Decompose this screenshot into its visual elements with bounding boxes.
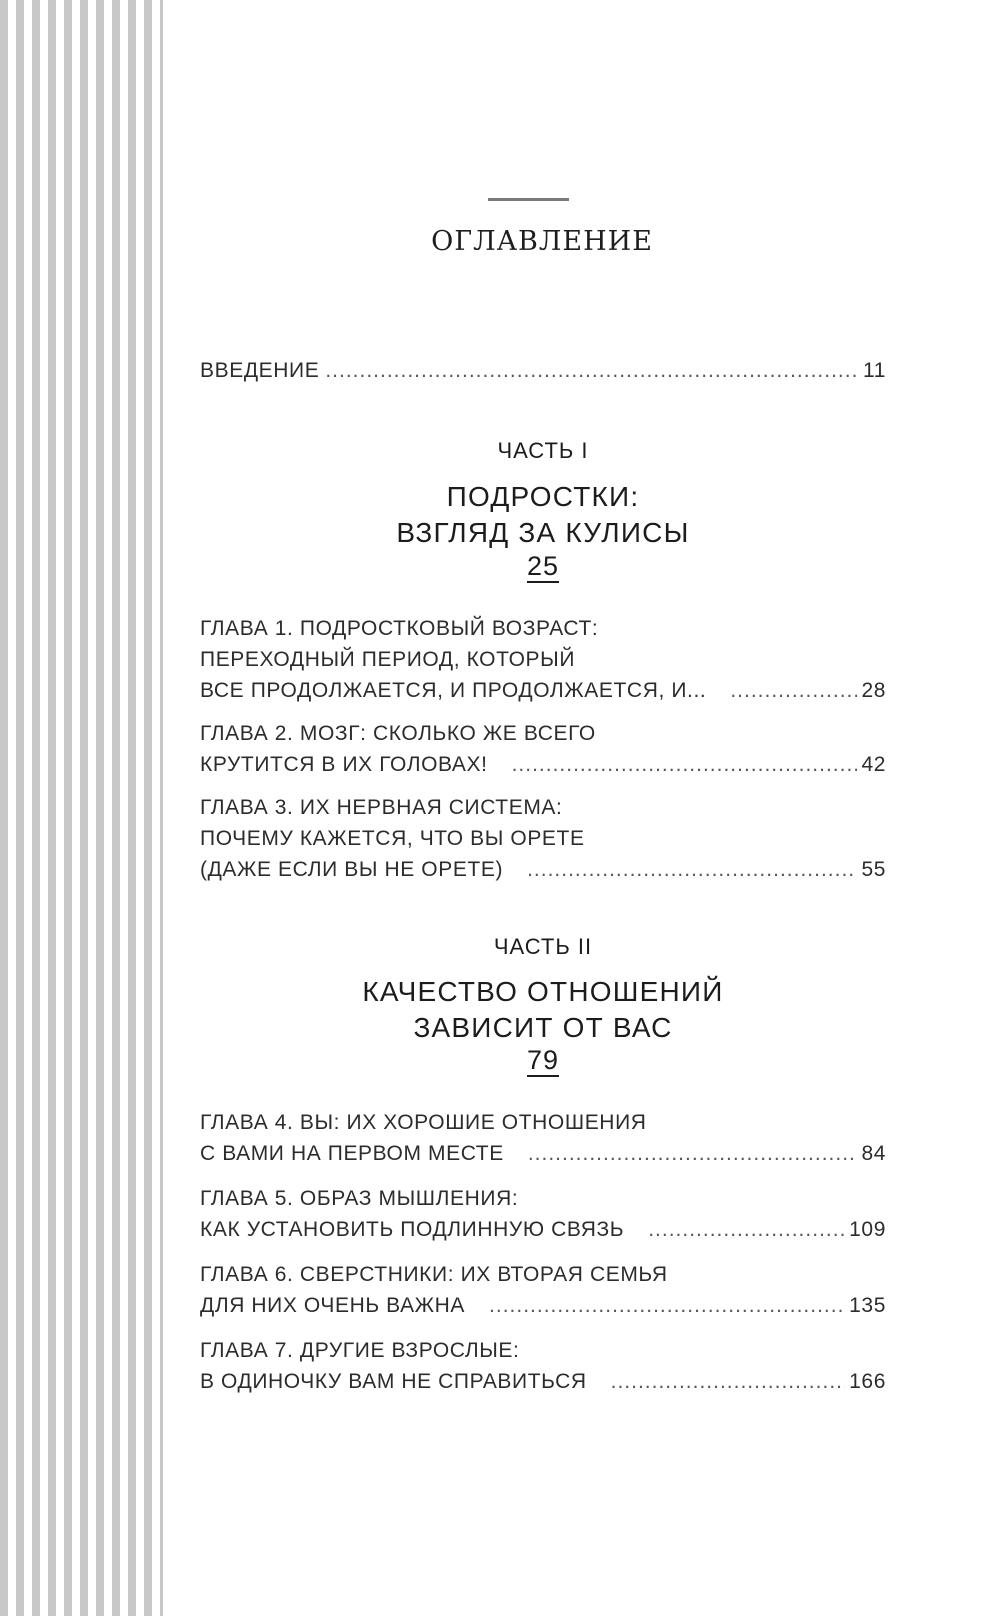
- entry-line: ВСЕ ПРОДОЛЖАЕТСЯ, И ПРОДОЛЖАЕТСЯ, И...: [200, 679, 707, 702]
- leader-dots: [648, 1214, 845, 1245]
- part-title: [200, 479, 886, 551]
- page-number: 84: [861, 1142, 886, 1165]
- leader-dots: [611, 1366, 846, 1397]
- page-number: 28: [861, 679, 886, 702]
- title-rule: [488, 198, 569, 201]
- part-page[interactable]: [200, 549, 886, 583]
- toc-entry-chapter-5[interactable]: [200, 1183, 886, 1245]
- page-title: ОГЛАВЛЕНИЕ: [431, 226, 653, 257]
- leader-dots: [527, 854, 857, 885]
- entry-line: ГЛАВА 1. ПОДРОСТКОВЫЙ ВОЗРАСТ:: [200, 617, 599, 640]
- part-title-line: КАЧЕСТВО ОТНОШЕНИЙ: [362, 976, 724, 1007]
- leader-dots: [528, 1138, 858, 1169]
- part-title: [200, 974, 886, 1046]
- entry-label: ВВЕДЕНИЕ: [200, 359, 320, 382]
- entry-line: ГЛАВА 5. ОБРАЗ МЫШЛЕНИЯ:: [200, 1187, 519, 1210]
- part-label: ЧАСТЬ II: [493, 934, 593, 959]
- entry-line: ГЛАВА 7. ДРУГИЕ ВЗРОСЛЫЕ:: [200, 1339, 520, 1362]
- toc-entry-chapter-3[interactable]: [200, 792, 886, 885]
- leader-dots: [489, 1290, 845, 1321]
- part-heading: [200, 436, 886, 466]
- entry-line: В ОДИНОЧКУ ВАМ НЕ СПРАВИТЬСЯ: [200, 1370, 587, 1393]
- entry-line: ГЛАВА 2. МОЗГ: СКОЛЬКО ЖЕ ВСЕГО: [200, 722, 596, 745]
- entry-line: ПЕРЕХОДНЫЙ ПЕРИОД, КОТОРЫЙ: [200, 648, 576, 671]
- part-page[interactable]: [200, 1043, 886, 1077]
- part-heading: [200, 932, 886, 962]
- leader-dots: [325, 355, 859, 386]
- leader-dots: [730, 675, 857, 706]
- entry-line: ГЛАВА 6. СВЕРСТНИКИ: ИХ ВТОРАЯ СЕМЬЯ: [200, 1263, 668, 1286]
- page-number: 42: [861, 753, 886, 776]
- page-number: 166: [849, 1370, 886, 1393]
- toc-entry-intro[interactable]: [200, 355, 886, 386]
- leader-dots: [512, 749, 858, 780]
- entry-line: КАК УСТАНОВИТЬ ПОДЛИННУЮ СВЯЗЬ: [200, 1218, 625, 1241]
- toc-entry-chapter-1[interactable]: [200, 613, 886, 706]
- entry-line: ГЛАВА 4. ВЫ: ИХ ХОРОШИЕ ОТНОШЕНИЯ: [200, 1111, 647, 1134]
- part-title-line: ЗАВИСИТ ОТ ВАС: [413, 1012, 673, 1043]
- entry-line: ГЛАВА 3. ИХ НЕРВНАЯ СИСТЕМА:: [200, 796, 563, 819]
- entry-line: ПОЧЕМУ КАЖЕТСЯ, ЧТО ВЫ ОРЕТЕ: [200, 827, 585, 850]
- entry-line: ДЛЯ НИХ ОЧЕНЬ ВАЖНА: [200, 1294, 466, 1317]
- part-title-line: ПОДРОСТКИ:: [446, 481, 640, 512]
- entry-line: КРУТИТСЯ В ИХ ГОЛОВАХ!: [200, 753, 488, 776]
- entry-line: (ДАЖЕ ЕСЛИ ВЫ НЕ ОРЕТЕ): [200, 858, 504, 881]
- part-label: ЧАСТЬ I: [497, 438, 589, 463]
- toc-entry-chapter-2[interactable]: [200, 718, 886, 780]
- toc-entry-chapter-7[interactable]: [200, 1335, 886, 1397]
- page-number: 55: [861, 858, 886, 881]
- page-number: 11: [863, 359, 886, 382]
- part-title-line: ВЗГЛЯД ЗА КУЛИСЫ: [396, 517, 690, 548]
- entry-line: С ВАМИ НА ПЕРВОМ МЕСТЕ: [200, 1142, 504, 1165]
- page-number: 135: [849, 1294, 886, 1317]
- toc-entry-chapter-6[interactable]: [200, 1259, 886, 1321]
- toc-entry-chapter-4[interactable]: [200, 1107, 886, 1169]
- part-page-number[interactable]: 79: [526, 1045, 560, 1075]
- part-page-number[interactable]: 25: [526, 551, 560, 581]
- page-number: 109: [849, 1218, 886, 1241]
